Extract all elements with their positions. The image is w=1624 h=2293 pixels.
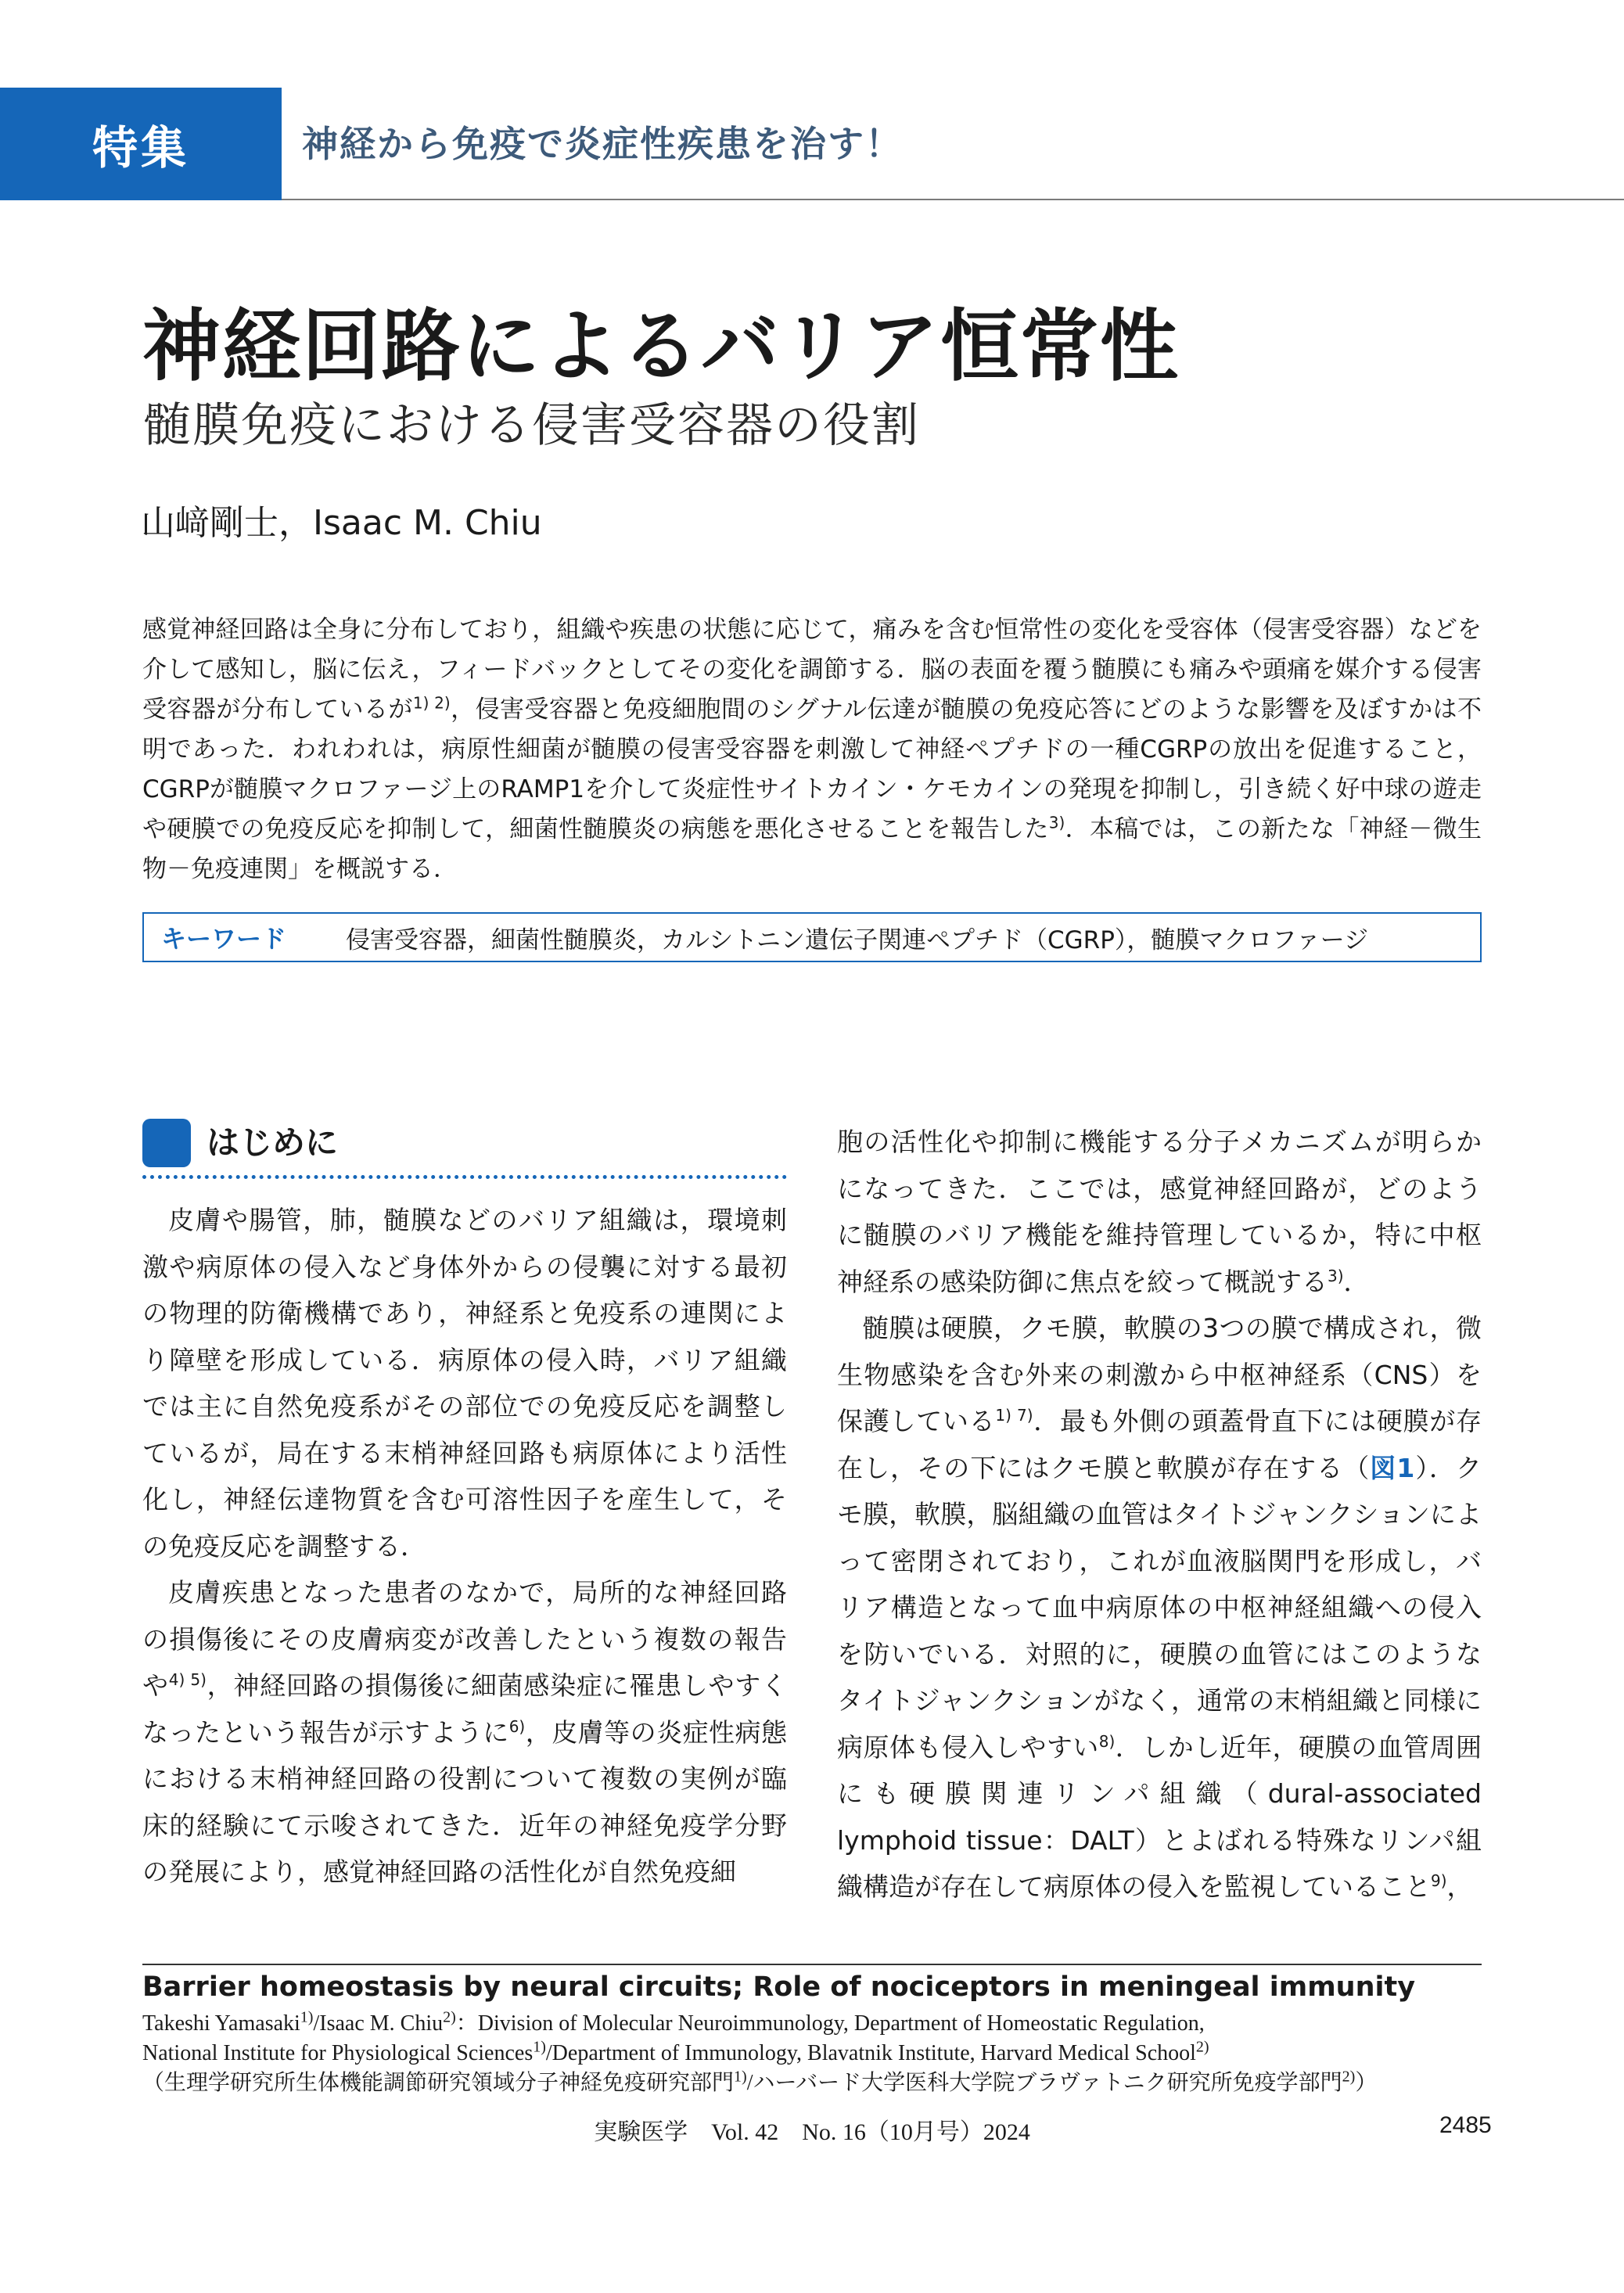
abstract-text-1: 感覚神経回路は全身に分布しており，組織や疾患の状態に応じて，痛みを含む恒常性の変化を受容体（侵害受容器）などを介して感知し，脳に伝え，フィードバックとしてその変化を調節する．脳の表面を覆う髄膜にも痛みや頭痛を媒介する侵害受容器が分布しているが (142, 616, 1482, 724)
paragraph-text: ，皮膚等の炎症性病態における末梢神経回路の役割について複数の実例が臨床的経験にて示唆されてきた．近年の神経免疫学分野の発展により，感覚神経回路の活性化が自然免疫細 (142, 1716, 788, 1887)
figure-reference-link[interactable]: 図1 (1370, 1452, 1415, 1483)
paragraph-text: ，神経回路の損傷後に細菌感染症に罹患しやすくなったという報告が示すように (142, 1670, 788, 1748)
citation: 1) (533, 2038, 546, 2056)
citation: 6) (508, 1716, 526, 1736)
english-title: Barrier homeostasis by neural circuits; Role of nociceptors in meningeal immunity (142, 1971, 1416, 2003)
header-rule (282, 199, 1624, 200)
article-title: 神経回路によるバリア恒常性 (142, 300, 1180, 392)
body-paragraph (142, 1197, 787, 1569)
citation: 3) (1048, 813, 1065, 832)
affiliation-line (142, 2009, 1482, 2039)
series-title: 神経から免疫で炎症性疾患を治す！ (302, 123, 903, 165)
paragraph-text: ， (1446, 1871, 1473, 1902)
affiliations (142, 2009, 1482, 2098)
affiliation-line (142, 2039, 1482, 2068)
section-dotted-rule (142, 1175, 787, 1179)
citation: 2) (1342, 2068, 1356, 2086)
affiliation-text: ） (1355, 2071, 1378, 2095)
abstract-text-3: ．本稿では，この新たな「神経－微生物－免疫連関」を概説する． (142, 815, 1482, 883)
footnote-rule (142, 1964, 1482, 1965)
citation: 8) (1098, 1731, 1116, 1751)
paragraph-text: ．しかし近年，硬膜の血管周囲にも硬膜関連リンパ組織（dural-associated lymphoid tissue：DALT）とよばれる特殊なリンパ組織構造が存在して病原体の侵入を監視していること (837, 1731, 1482, 1902)
journal-footer: 実験医学 Vol. 42 No. 16（10月号）2024 (594, 2119, 1030, 2145)
page-number: 2485 (1439, 2112, 1492, 2138)
series-label: 特集 (92, 121, 189, 174)
body-paragraph (837, 1119, 1482, 1305)
keyword-list: 侵害受容器，細菌性髄膜炎，カルシトニン遺伝子関連ペプチド（CGRP），髄膜マクロファージ (346, 925, 1369, 954)
citation: 9) (1431, 1871, 1447, 1890)
citation: 1) (734, 2068, 747, 2086)
paragraph-text: 髄膜は硬膜，クモ膜，軟膜の3つの膜で構成され，微生物感染を含む外来の刺激から中枢神経系（CNS）を保護している (837, 1313, 1482, 1436)
citation: 1) 7) (995, 1406, 1033, 1425)
paragraph-text: 胞の活性化や抑制に機能する分子メカニズムが明らかになってきた．ここでは，感覚神経回路が，どのように髄膜のバリア機能を維持管理しているか，特に中枢神経系の感染防御に焦点を絞って概説する (837, 1127, 1482, 1297)
affiliation-text: /Isaac M. Chiu (313, 2011, 444, 2036)
article-subtitle: 髄膜免疫における侵害受容器の役割 (144, 398, 920, 453)
paragraph-text: ． (1343, 1266, 1370, 1297)
section-marker-icon (142, 1119, 191, 1167)
paragraph-text: ．最も外側の頭蓋骨直下には硬膜が存在し，その下にはクモ膜と軟膜が存在する（ (837, 1406, 1482, 1483)
abstract-text-2: ，侵害受容器と免疫細胞間のシグナル伝達が髄膜の免疫応答にどのような影響を及ぼすかは不明であった．われわれは，病原性細菌が髄膜の侵害受容器を刺激して神経ペプチドの一種CGRPの放出を促進すること，CGRPが髄膜マクロファージ上のRAMP1を介して炎症性サイトカイン・ケモカインの発現を抑制し，引き続く好中球の遊走や硬膜での免疫反応を抑制して，細菌性髄膜炎の病態を悪化させることを報告した (142, 695, 1482, 843)
citation: 2) (443, 2008, 456, 2026)
abstract (142, 610, 1482, 890)
paragraph-text: 皮膚や腸管，肺，髄膜などのバリア組織は，環境刺激や病原体の侵入など身体外からの侵襲に対する最初の物理的防衛機構であり，神経系と免疫系の連関により障壁を形成している．病原体の侵入時，バリア組織では主に自然免疫系がその部位での免疫反応を調整しているが，局在する末梢神経回路も病原体により活性化し，神経伝達物質を含む可溶性因子を産生して，その免疫反応を調整する． (142, 1205, 787, 1562)
keyword-label: キーワード (161, 924, 287, 954)
affiliation-text: （生理学研究所生体機能調節研究領域分子神経免疫研究部門 (142, 2071, 735, 2095)
body-column-left (142, 1197, 787, 1896)
affiliation-text: /ハーバード大学医科大学院ブラヴァトニク研究所免疫学部門 (746, 2071, 1342, 2095)
affiliation-line (142, 2068, 1482, 2098)
affiliation-text: Takeshi Yamasaki (142, 2011, 300, 2036)
affiliation-text: ：Division of Molecular Neuroimmunology, Department of Homeostatic Regulation, (455, 2011, 1205, 2036)
affiliation-text: /Department of Immunology, Blavatnik Institute, Harvard Medical School (545, 2041, 1196, 2065)
citation: 1) (300, 2008, 314, 2026)
keyword-box (142, 912, 1482, 962)
citation: 1) 2) (412, 693, 451, 713)
paragraph-text: ）．クモ膜，軟膜，脳組織の血管はタイトジャンクションによって密閉されており，これが血液脳関門を形成し，バリア構造となって血中病原体の中枢神経組織への侵入を防いでいる．対照的に，硬膜の血管にはこのようなタイトジャンクションがなく，通常の末梢組織と同様に病原体も侵入しやすい (837, 1452, 1482, 1763)
body-paragraph (837, 1305, 1482, 1910)
citation: 2) (1195, 2038, 1209, 2056)
body-paragraph (142, 1569, 787, 1896)
affiliation-text: National Institute for Physiological Sciences (142, 2041, 534, 2065)
citation: 4) 5) (168, 1670, 207, 1689)
body-column-right (837, 1119, 1482, 1910)
citation: 3) (1328, 1266, 1344, 1285)
section-heading: はじめに (207, 1123, 339, 1162)
article-authors: 山﨑剛士，Isaac M. Chiu (141, 503, 542, 543)
paragraph-text: 皮膚疾患となった患者のなかで，局所的な神経回路の損傷後にその皮膚病変が改善したという複数の報告や (142, 1577, 787, 1701)
